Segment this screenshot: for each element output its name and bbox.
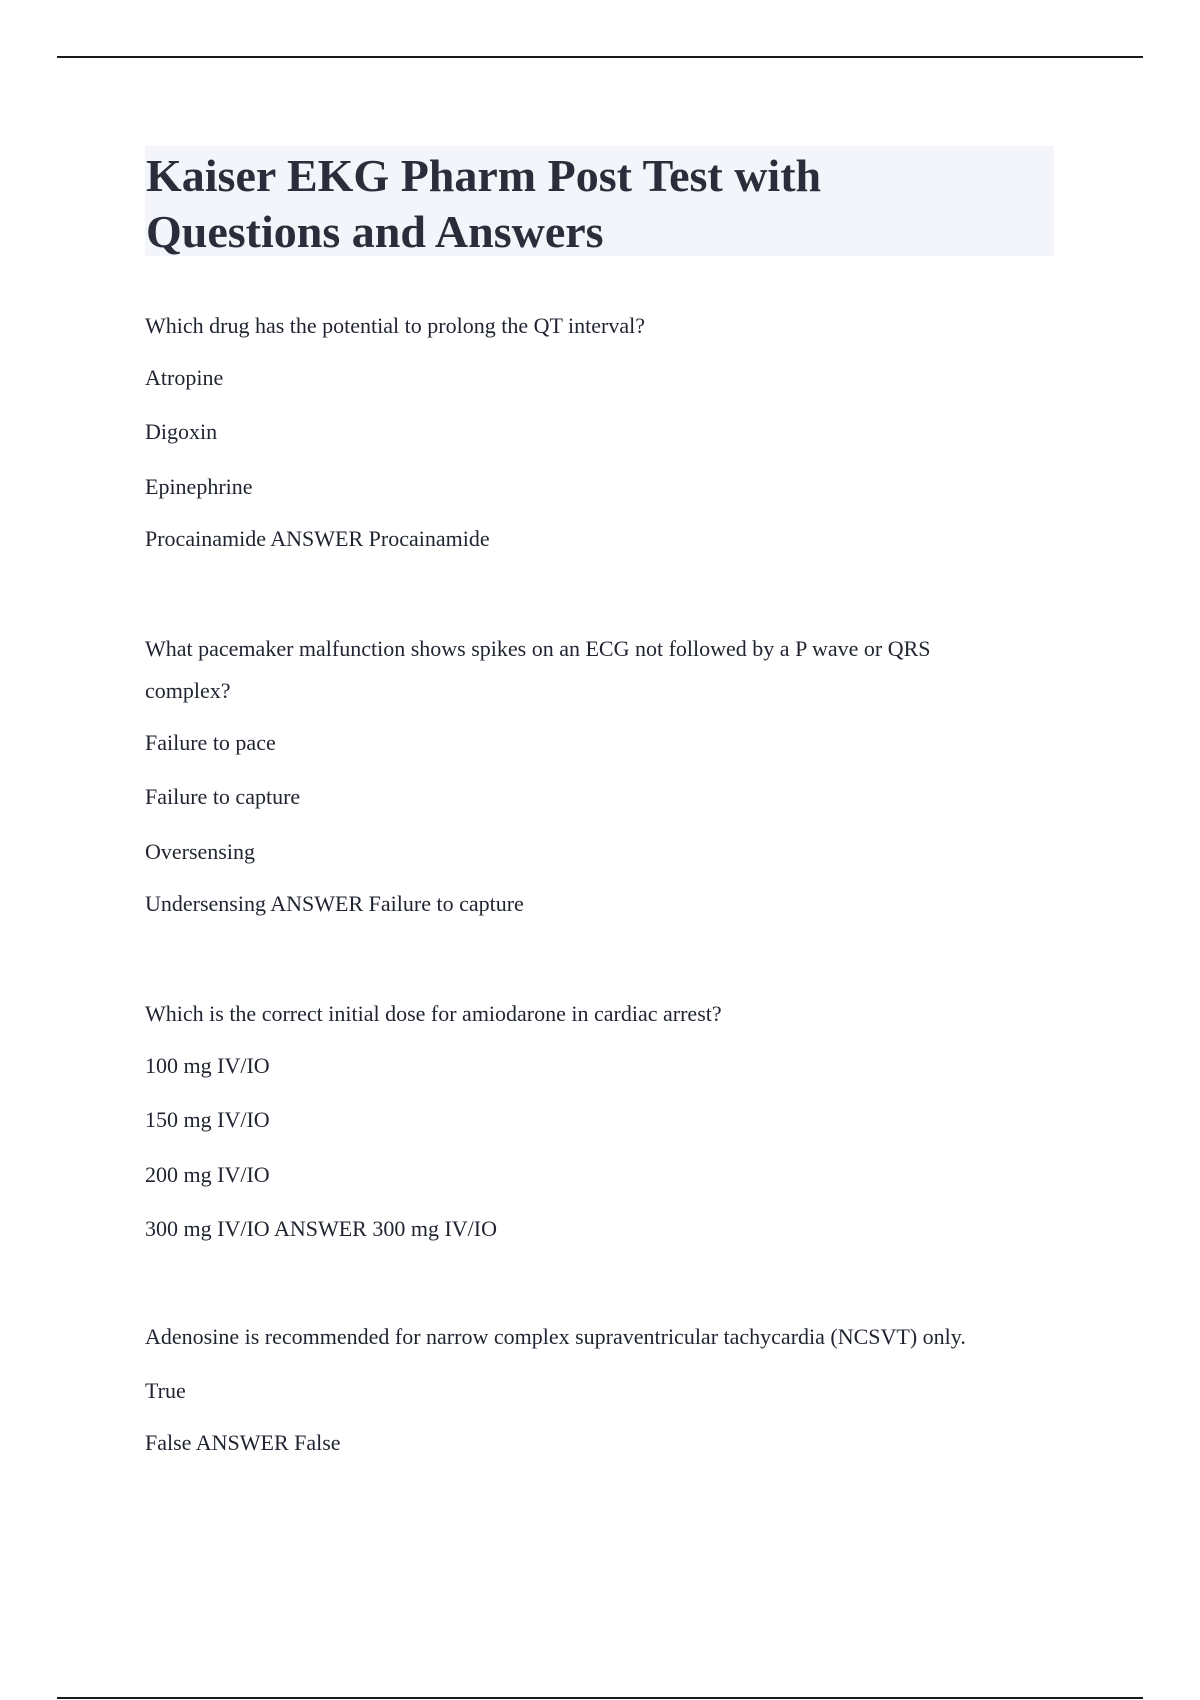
option-item: 100 mg IV/IO [145, 1053, 270, 1078]
option-item: True [145, 1378, 186, 1403]
title-banner [145, 146, 1054, 256]
option-item: Failure to pace [145, 730, 276, 755]
answer-item: False ANSWER False [145, 1430, 341, 1455]
question-text: Which is the correct initial dose for amiodarone in cardiac arrest? [145, 1001, 722, 1026]
question-text-line-2: complex? [145, 678, 231, 703]
header-rule [57, 56, 1143, 58]
option-item: Oversensing [145, 839, 255, 864]
question-text: Adenosine is recommended for narrow complex supraventricular tachycardia (NCSVT) only. [145, 1324, 966, 1349]
question-text: Which drug has the potential to prolong the QT interval? [145, 313, 645, 338]
answer-item: Procainamide ANSWER Procainamide [145, 526, 490, 551]
option-item: Epinephrine [145, 474, 253, 499]
title-line-2: Questions and Answers [146, 206, 604, 257]
option-item: Atropine [145, 365, 224, 390]
option-item: Failure to capture [145, 784, 301, 809]
option-item: 200 mg IV/IO [145, 1162, 270, 1187]
question-text-line-1: What pacemaker malfunction shows spikes on an ECG not followed by a P wave or QRS [145, 636, 931, 661]
footer-rule [57, 1697, 1143, 1699]
answer-item: Undersensing ANSWER Failure to capture [145, 891, 524, 916]
answer-item: 300 mg IV/IO ANSWER 300 mg IV/IO [145, 1216, 497, 1241]
title-line-1: Kaiser EKG Pharm Post Test with [146, 150, 822, 201]
option-item: Digoxin [145, 419, 218, 444]
document-title [146, 148, 1054, 260]
option-item: 150 mg IV/IO [145, 1107, 270, 1132]
